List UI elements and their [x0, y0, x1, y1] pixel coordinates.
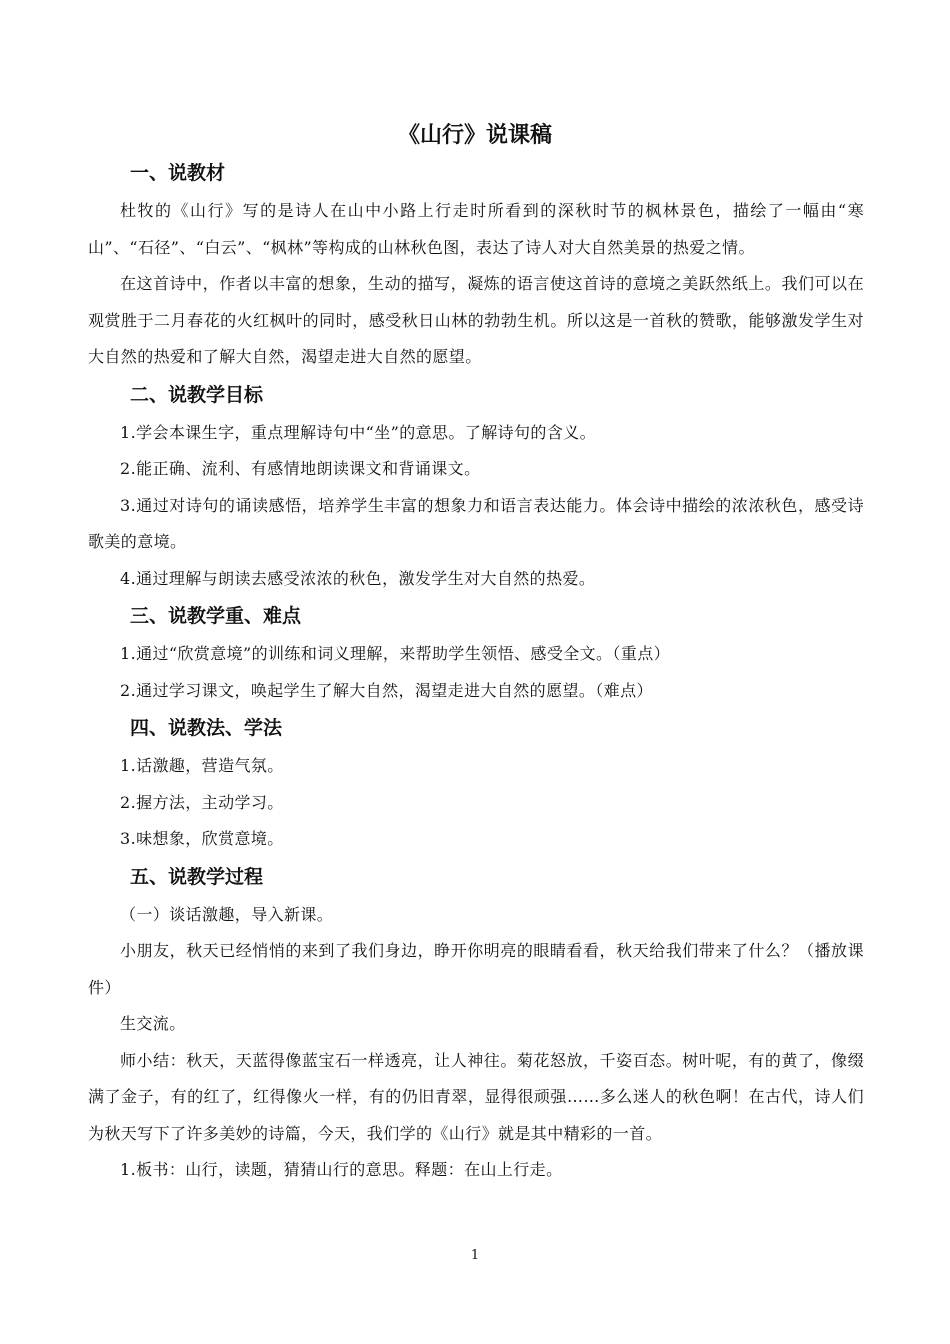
- document-title: 《山行》说课稿: [397, 123, 552, 148]
- paragraph: 师小结：秋天，天蓝得像蓝宝石一样透亮，让人神往。菊花怒放，千姿百态。树叶呢，有的黄了，像缀满了金子，有的红了，红得像火一样，有的仍旧青翠，显得很顽强……多么迷人的秋色啊！在古代，诗人们为秋天写下了许多美妙的诗篇，今天，我们学的《山行》就是其中精彩的一首。: [88, 1050, 864, 1143]
- list-item: 2.通过学习课文，唤起学生了解大自然，渴望走进大自然的愿望。（难点）: [120, 680, 653, 700]
- section-heading-teaching-process: 五、说教学过程: [130, 865, 264, 888]
- list-item: 1.话激趣，营造气氛。: [120, 756, 284, 775]
- paragraph: （一）谈话激趣，导入新课。: [120, 904, 334, 924]
- paragraph: 在这首诗中，作者以丰富的想象，生动的描写，凝炼的语言使这首诗的意境之美跃然纸上。我们可以在观赏胜于二月春花的火红枫叶的同时，感受秋日山林的勃勃生机。所以这是一首秋的赞歌，能够激发学生对大自然的热爱和了解大自然，渴望走进大自然的愿望。: [88, 274, 864, 366]
- list-item: 2.能正确、流利、有感情地朗读课文和背诵课文。: [120, 459, 481, 478]
- list-item: 3.味想象，欣赏意境。: [120, 829, 284, 848]
- section-heading-teaching-goals: 二、说教学目标: [130, 383, 264, 406]
- list-item: 2.握方法，主动学习。: [120, 792, 284, 812]
- paragraph: 杜牧的《山行》写的是诗人在山中小路上行走时所看到的深秋时节的枫林景色，描绘了一幅由“寒山”、“石径”、“白云”、“枫林”等构成的山林秋色图，表达了诗人对大自然美景的热爱之情。: [88, 201, 864, 257]
- paragraph: 1.板书：山行，读题，猜猜山行的意思。释题：在山上行走。: [120, 1160, 563, 1179]
- list-item: 4.通过理解与朗读去感受浓浓的秋色，激发学生对大自然的热爱。: [120, 568, 596, 588]
- list-item: 1.通过“欣赏意境”的训练和词义理解，来帮助学生领悟、感受全文。（重点）: [120, 644, 671, 663]
- section-heading-methods: 四、说教法、学法: [130, 717, 283, 739]
- paragraph: 小朋友，秋天已经悄悄的来到了我们身边，睁开你明亮的眼睛看看，秋天给我们带来了什么？（播放课件）: [88, 941, 864, 997]
- page-number: 1: [470, 1248, 480, 1263]
- list-item: 1.学会本课生字，重点理解诗句中“坐”的意思。了解诗句的含义。: [120, 422, 597, 442]
- list-item: 3.通过对诗句的诵读感悟，培养学生丰富的想象力和语言表达能力。体会诗中描绘的浓浓秋色，感受诗歌美的意境。: [88, 495, 864, 551]
- paragraph: 生交流。: [120, 1014, 186, 1033]
- document-body: [88, 154, 864, 1189]
- section-heading-teaching-material: 一、说教材: [130, 162, 226, 184]
- section-heading-key-points: 三、说教学重、难点: [130, 605, 302, 627]
